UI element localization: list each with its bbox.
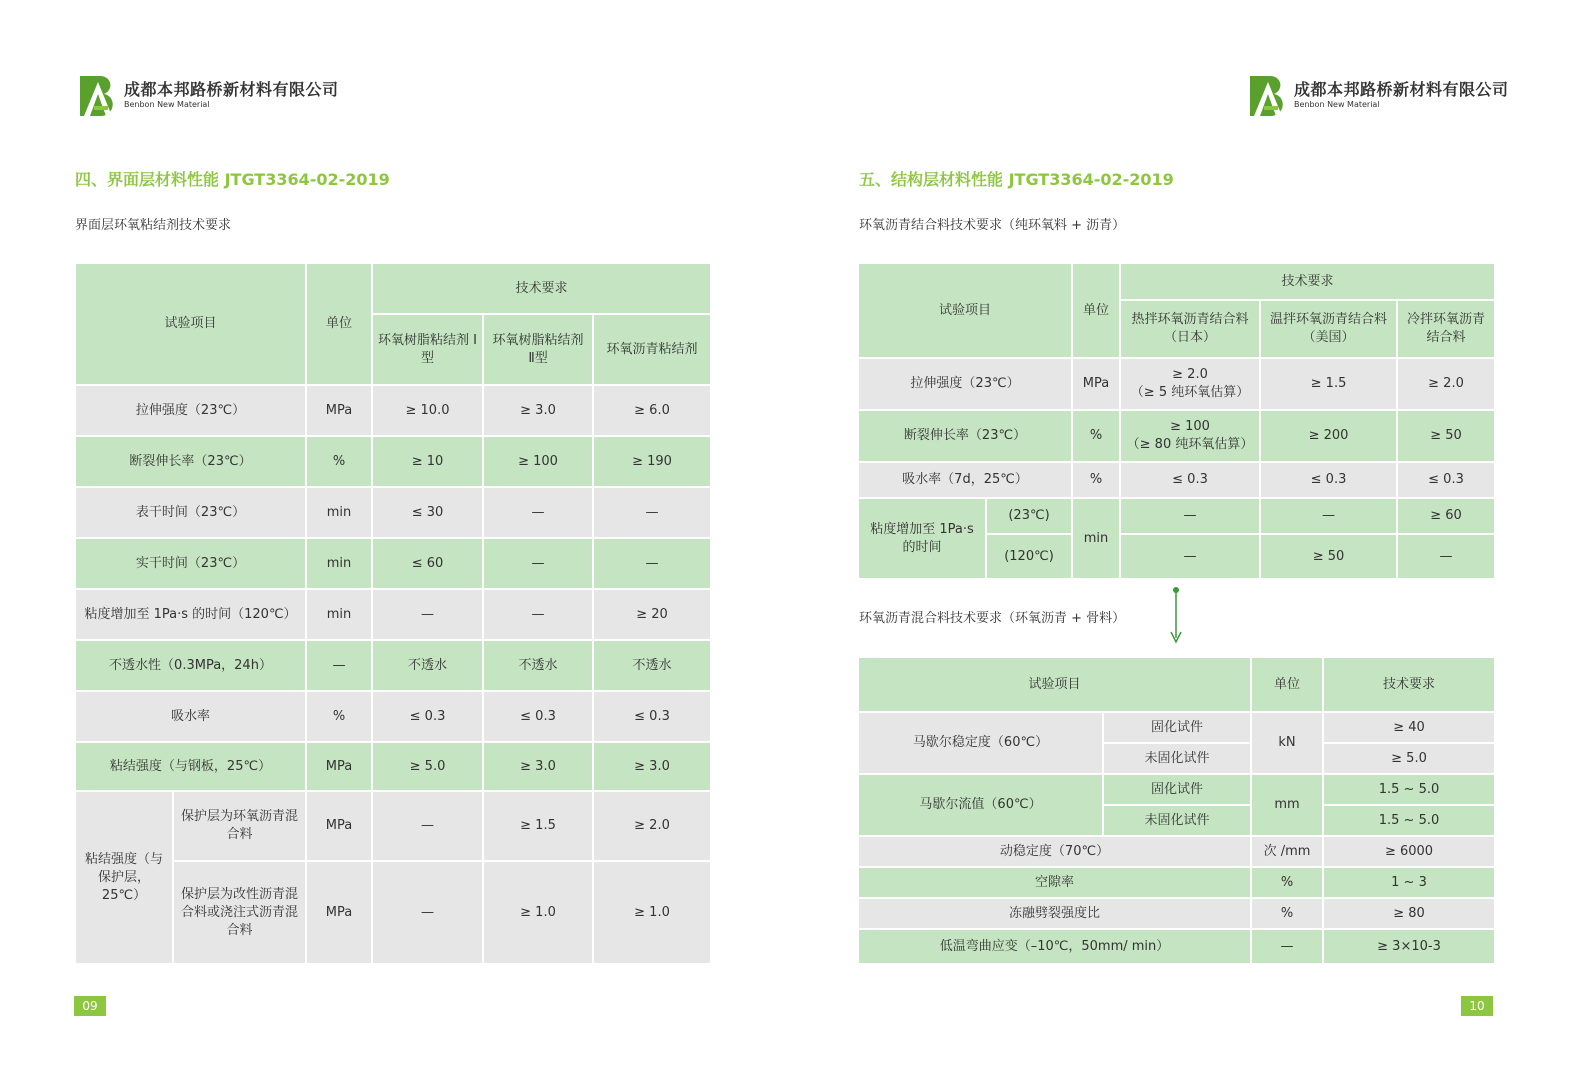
table-row <box>858 358 1495 410</box>
row-item: 吸水率 <box>75 691 306 742</box>
company-name-cn: 成都本邦路桥新材料有限公司 <box>1294 80 1509 99</box>
row-value: ≤ 0.3 <box>372 691 483 742</box>
row-value: ≥ 190 <box>593 436 711 487</box>
row-value: ≥ 40 <box>1323 712 1495 743</box>
row-value: ≥ 6000 <box>1323 836 1495 867</box>
row-unit: % <box>1251 898 1323 929</box>
row-value: 1.5 ~ 5.0 <box>1323 774 1495 805</box>
row-value: ≤ 30 <box>372 487 483 538</box>
table-row <box>75 791 711 861</box>
table-row <box>858 462 1495 498</box>
left-table-subtitle: 界面层环氧粘结剂技术要求 <box>75 218 232 233</box>
table-row <box>858 929 1495 964</box>
row-value: 不透水 <box>372 640 483 691</box>
row-unit: MPa <box>306 861 372 964</box>
logo-icon <box>1248 74 1290 118</box>
header-col2: 环氧树脂粘结剂 Ⅱ型 <box>483 314 593 385</box>
row-value: ≤ 0.3 <box>1120 462 1260 498</box>
table-row <box>858 774 1495 805</box>
row-item: 实干时间（23℃） <box>75 538 306 589</box>
table-row <box>75 691 711 742</box>
row-value: ≥ 2.0 <box>593 791 711 861</box>
table-row <box>75 385 711 436</box>
arrow-down-icon <box>1170 586 1182 644</box>
interface-adhesive-table <box>74 262 712 965</box>
row-item: 马歇尔流值（60℃） <box>858 774 1103 836</box>
row-sub-label: 未固化试件 <box>1103 805 1251 836</box>
row-value: — <box>372 861 483 964</box>
header-item: 试验项目 <box>858 263 1072 358</box>
right-section-title: 五、结构层材料性能 JTGT3364-02-2019 <box>859 170 1174 189</box>
row-item: 断裂伸长率（23℃） <box>75 436 306 487</box>
header-item: 试验项目 <box>75 263 306 385</box>
row-value: — <box>483 538 593 589</box>
row-item: 低温弯曲应变（–10℃，50mm/ min） <box>858 929 1251 964</box>
row-value: ≤ 0.3 <box>593 691 711 742</box>
page-number-right: 10 <box>1461 996 1493 1016</box>
row-value: ≥ 2.0 <box>1397 358 1495 410</box>
row-value: ≥ 80 <box>1323 898 1495 929</box>
header-tech: 技术要求 <box>1323 657 1495 712</box>
table-row <box>75 742 711 791</box>
row-value: ≤ 0.3 <box>1397 462 1495 498</box>
table-row <box>858 836 1495 867</box>
bond-sub-label: 保护层为环氧沥青混合料 <box>173 791 306 861</box>
viscosity-sub-label: (120℃) <box>986 534 1072 579</box>
header-col1: 热拌环氧沥青结合料（日本） <box>1120 300 1260 358</box>
row-unit: MPa <box>306 742 372 791</box>
row-unit: min <box>306 487 372 538</box>
row-value: ≥ 1.5 <box>1260 358 1397 410</box>
row-unit: % <box>306 691 372 742</box>
row-value: ≥ 10 <box>372 436 483 487</box>
row-value: 1.5 ~ 5.0 <box>1323 805 1495 836</box>
row-value: ≥ 3.0 <box>483 742 593 791</box>
row-value: — <box>1120 534 1260 579</box>
table-row <box>858 898 1495 929</box>
header-col3: 冷拌环氧沥青结合料 <box>1397 300 1495 358</box>
logo-icon <box>78 74 120 118</box>
row-value: — <box>372 589 483 640</box>
row-unit: min <box>1072 498 1120 579</box>
header-tech: 技术要求 <box>1120 263 1495 300</box>
row-value: 不透水 <box>483 640 593 691</box>
row-unit: 次 /mm <box>1251 836 1323 867</box>
viscosity-sub-label: (23℃) <box>986 498 1072 534</box>
row-value-main: ≥ 2.0 <box>1172 367 1208 382</box>
table-row <box>858 410 1495 462</box>
row-value: ≥ 50 <box>1260 534 1397 579</box>
row-value-note: （≥ 80 纯环氧估算） <box>1126 437 1254 452</box>
left-section-title: 四、界面层材料性能 JTGT3364-02-2019 <box>75 170 390 189</box>
header-col1: 环氧树脂粘结剂 Ⅰ型 <box>372 314 483 385</box>
row-value: — <box>1120 498 1260 534</box>
header-unit: 单位 <box>306 263 372 385</box>
header-col2: 温拌环氧沥青结合料（美国） <box>1260 300 1397 358</box>
binder-spec-table <box>857 262 1496 580</box>
row-item: 粘结强度（与钢板，25℃） <box>75 742 306 791</box>
header-unit: 单位 <box>1072 263 1120 358</box>
table-row <box>75 640 711 691</box>
row-value: ≥ 3×10-3 <box>1323 929 1495 964</box>
row-value: ≤ 0.3 <box>483 691 593 742</box>
table-row <box>75 436 711 487</box>
header-tech: 技术要求 <box>372 263 711 314</box>
row-item: 冻融劈裂强度比 <box>858 898 1251 929</box>
company-name-cn: 成都本邦路桥新材料有限公司 <box>124 80 339 99</box>
row-sub-label: 未固化试件 <box>1103 743 1251 774</box>
row-unit: MPa <box>1072 358 1120 410</box>
row-sub-label: 固化试件 <box>1103 712 1251 743</box>
viscosity-item: 粘度增加至 1Pa·s 的时间 <box>858 498 986 579</box>
row-value: — <box>372 791 483 861</box>
row-unit: MPa <box>306 385 372 436</box>
row-unit: % <box>1251 867 1323 898</box>
row-item: 不透水性（0.3MPa，24h） <box>75 640 306 691</box>
row-value: — <box>593 487 711 538</box>
row-unit: — <box>306 640 372 691</box>
row-value: — <box>1397 534 1495 579</box>
row-item: 马歇尔稳定度（60℃） <box>858 712 1103 774</box>
row-unit: min <box>306 538 372 589</box>
header-unit: 单位 <box>1251 657 1323 712</box>
row-unit: min <box>306 589 372 640</box>
company-logo-left <box>78 74 339 118</box>
row-value: ≥ 1.0 <box>593 861 711 964</box>
row-value: ≤ 0.3 <box>1260 462 1397 498</box>
row-value: ≥ 6.0 <box>593 385 711 436</box>
page-number-left: 09 <box>74 996 106 1016</box>
row-value: ≥ 5.0 <box>1323 743 1495 774</box>
table-row <box>858 712 1495 743</box>
right-table1-subtitle: 环氧沥青结合料技术要求（纯环氧料 + 沥青） <box>859 218 1126 233</box>
row-value: ≥ 3.0 <box>483 385 593 436</box>
row-value: ≥ 10.0 <box>372 385 483 436</box>
right-table2-subtitle: 环氧沥青混合料技术要求（环氧沥青 + 骨料） <box>859 611 1126 626</box>
row-value: ≥ 1.0 <box>483 861 593 964</box>
mixture-spec-table <box>857 656 1496 965</box>
row-unit: % <box>1072 462 1120 498</box>
row-value <box>1120 410 1260 462</box>
row-sub-label: 固化试件 <box>1103 774 1251 805</box>
row-value: ≤ 60 <box>372 538 483 589</box>
bond-sub-label: 保护层为改性沥青混合料或浇注式沥青混合料 <box>173 861 306 964</box>
row-unit: % <box>1072 410 1120 462</box>
bond-item: 粘结强度（与保护层，25℃） <box>75 791 173 964</box>
header-item: 试验项目 <box>858 657 1251 712</box>
row-value: ≥ 3.0 <box>593 742 711 791</box>
row-item: 拉伸强度（23℃） <box>75 385 306 436</box>
table-row <box>858 867 1495 898</box>
row-value: ≥ 60 <box>1397 498 1495 534</box>
company-logo-right <box>1248 74 1509 118</box>
row-item: 空隙率 <box>858 867 1251 898</box>
row-value-main: ≥ 100 <box>1170 419 1210 434</box>
row-value: — <box>1260 498 1397 534</box>
row-item: 吸水率（7d，25℃） <box>858 462 1072 498</box>
row-value: 1 ~ 3 <box>1323 867 1495 898</box>
row-unit: MPa <box>306 791 372 861</box>
row-item: 断裂伸长率（23℃） <box>858 410 1072 462</box>
row-value: ≥ 1.5 <box>483 791 593 861</box>
row-value: — <box>483 589 593 640</box>
row-value: ≥ 50 <box>1397 410 1495 462</box>
row-value: — <box>483 487 593 538</box>
row-value <box>1120 358 1260 410</box>
row-value: ≥ 5.0 <box>372 742 483 791</box>
row-unit: — <box>1251 929 1323 964</box>
row-item: 动稳定度（70℃） <box>858 836 1251 867</box>
row-item: 表干时间（23℃） <box>75 487 306 538</box>
table-row <box>858 498 1495 534</box>
row-unit: mm <box>1251 774 1323 836</box>
row-value: ≥ 100 <box>483 436 593 487</box>
row-unit: kN <box>1251 712 1323 774</box>
row-value: — <box>593 538 711 589</box>
table-row <box>75 487 711 538</box>
table-row <box>75 589 711 640</box>
header-col3: 环氧沥青粘结剂 <box>593 314 711 385</box>
company-name-en: Benbon New Material <box>124 100 210 109</box>
row-value: 不透水 <box>593 640 711 691</box>
row-value-note: （≥ 5 纯环氧估算） <box>1130 385 1250 400</box>
row-item: 粘度增加至 1Pa·s 的时间（120℃） <box>75 589 306 640</box>
row-value: ≥ 20 <box>593 589 711 640</box>
row-value: ≥ 200 <box>1260 410 1397 462</box>
row-item: 拉伸强度（23℃） <box>858 358 1072 410</box>
table-row <box>75 538 711 589</box>
company-name-en: Benbon New Material <box>1294 100 1380 109</box>
row-unit: % <box>306 436 372 487</box>
